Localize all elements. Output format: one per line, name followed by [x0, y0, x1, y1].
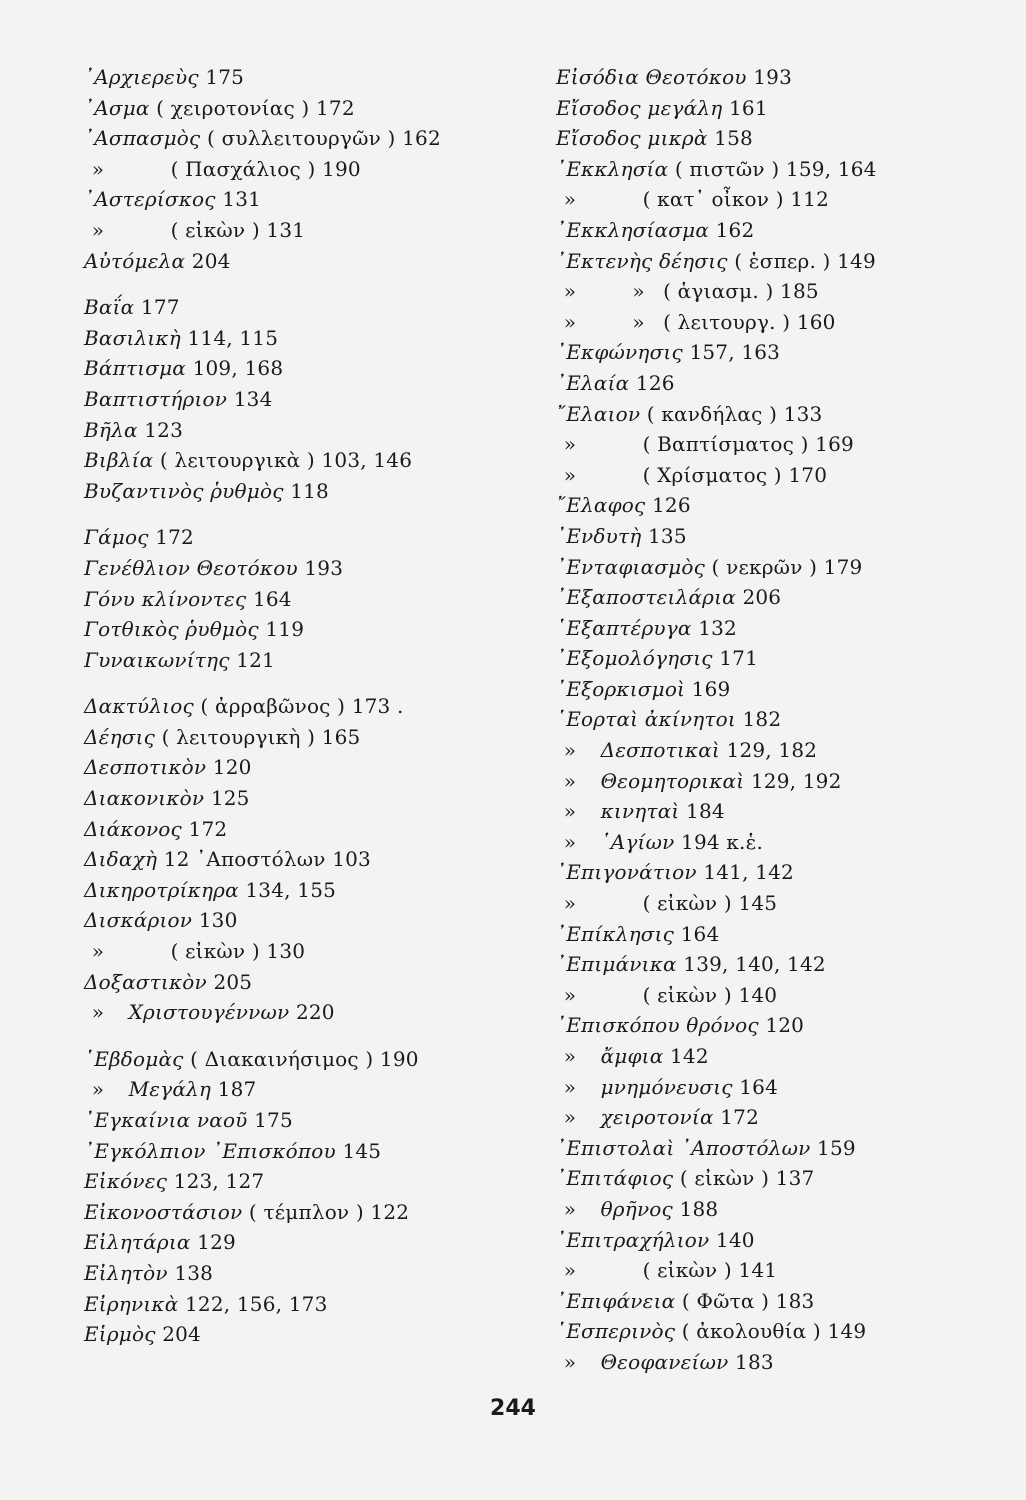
entry-term: ᾿Εξορκισμοὶ [556, 676, 686, 701]
index-entry [84, 936, 504, 967]
entry-reference: ( εἰκὼν ) 141 [642, 1258, 778, 1283]
index-entry [84, 691, 504, 722]
entry-reference: 131 [222, 187, 262, 212]
index-entry [556, 276, 996, 307]
index-entry [556, 62, 996, 93]
entry-reference: 134 [233, 386, 273, 411]
entry-reference: 171 [719, 646, 758, 671]
entry-reference: 164 [680, 921, 720, 946]
index-entry [556, 704, 996, 735]
index-entry [556, 337, 996, 368]
entry-reference: ( λειτουργικὰ ) 103, 146 [159, 448, 413, 473]
entry-reference: 120 [212, 755, 252, 780]
index-entry [84, 967, 504, 998]
entry-reference: 159 [817, 1135, 856, 1160]
index-entry [556, 1010, 996, 1041]
index-entry [84, 93, 504, 124]
index-entry [556, 246, 996, 277]
entry-term: Εἴσοδος μικρὰ [556, 126, 708, 151]
index-entry [556, 1194, 996, 1225]
index-entry [556, 613, 996, 644]
entry-term: Δικηροτρίκηρα [84, 877, 239, 902]
ditto-mark: » [563, 1196, 577, 1221]
index-entry [84, 62, 504, 93]
ditto-mark: » [91, 156, 105, 181]
entry-term: ᾿Ενδυτὴ [556, 523, 642, 548]
entry-reference: ( εἰκὼν ) 130 [170, 939, 306, 964]
entry-reference: 187 [217, 1077, 257, 1102]
entry-reference: 123, 127 [173, 1169, 265, 1194]
entry-term: Χριστουγέννων [128, 1000, 290, 1025]
entry-reference: 175 [254, 1108, 293, 1132]
entry-reference: 193 [753, 65, 793, 89]
entry-term: Γενέθλιον Θεοτόκου [84, 555, 298, 580]
index-entry [556, 154, 996, 185]
ditto-mark: » [563, 1074, 577, 1099]
entry-term: Βαπτιστήριον [84, 386, 228, 411]
index-entry [556, 582, 996, 613]
entry-reference: 140 [715, 1227, 755, 1252]
entry-term: Μεγάλη [128, 1077, 212, 1102]
entry-reference: 194 κ.ἑ. [681, 829, 764, 854]
entry-reference: 184 [686, 799, 725, 824]
entry-term: ᾿Επιτραχήλιον [556, 1227, 710, 1252]
entry-term: ᾿Ελαία [556, 370, 630, 395]
entry-term: Εἰσόδια Θεοτόκου [556, 65, 747, 89]
index-entry [556, 399, 996, 430]
entry-reference: ( Φῶτα ) 183 [681, 1288, 815, 1313]
entry-term: ᾿Αρχιερεὺς [84, 65, 199, 89]
entry-term: ᾿Επιφάνεια [556, 1288, 676, 1313]
entry-term: Θεομητορικαὶ [600, 768, 745, 793]
entry-reference: 12 ᾿Αποστόλων 103 [163, 847, 371, 872]
entry-reference: ( ἀρραβῶνος ) 173 . [200, 694, 404, 719]
entry-term: Γυναικωνίτης [84, 647, 230, 672]
entry-term: Δισκάριον [84, 908, 193, 933]
index-entry [84, 1166, 504, 1197]
entry-reference: 161 [729, 95, 768, 120]
index-entry [84, 1227, 504, 1258]
entry-reference: 121 [236, 647, 275, 672]
index-entry [84, 614, 504, 645]
ditto-mark: » [91, 1000, 105, 1025]
index-entry [556, 93, 996, 124]
entry-reference: ( Βαπτίσματος ) 169 [642, 432, 854, 457]
index-entry [84, 553, 504, 584]
index-entry [556, 460, 996, 491]
entry-term: ᾿Εγκόλπιον ᾿Επισκόπου [84, 1138, 336, 1163]
entry-reference: 120 [765, 1013, 805, 1038]
entry-reference: 172 [720, 1105, 760, 1130]
entry-reference: 204 [162, 1322, 201, 1347]
entry-reference: 126 [635, 370, 675, 395]
entry-term: ῎Ελαφος [556, 493, 646, 518]
entry-reference: 132 [698, 615, 737, 640]
ditto-mark: » [563, 1258, 577, 1283]
entry-reference: 164 [739, 1074, 779, 1099]
index-entry [556, 1163, 996, 1194]
index-entry [84, 154, 504, 185]
entry-term: ᾿Ασμα [84, 95, 150, 120]
entry-reference: 135 [647, 523, 687, 548]
index-entry [556, 980, 996, 1011]
entry-reference: ( ἑσπερ. ) 149 [734, 248, 876, 273]
index-entry [556, 307, 996, 338]
entry-term: ᾿Επιτάφιος [556, 1166, 674, 1191]
entry-term: Δέησις [84, 724, 156, 749]
entry-term: μνημόνευσις [600, 1074, 733, 1099]
ditto-mark: » [563, 799, 577, 824]
entry-reference: 126 [652, 493, 691, 518]
index-entry [84, 814, 504, 845]
entry-term: Εἰκόνες [84, 1169, 168, 1194]
index-entry [556, 919, 996, 950]
entry-reference: ( ἁγιασμ. ) 185 [663, 279, 819, 304]
index-entry [556, 766, 996, 797]
entry-term: Εἰρηνικὰ [84, 1291, 179, 1316]
entry-reference: 204 [191, 248, 231, 273]
entry-reference: 188 [679, 1196, 719, 1221]
ditto-mark: » [91, 217, 105, 242]
index-entry [84, 722, 504, 753]
entry-term: Βάπτισμα [84, 356, 187, 381]
entry-term: ἄμφια [600, 1044, 664, 1068]
ditto-mark: » [632, 279, 645, 304]
index-entry [556, 1316, 996, 1347]
entry-reference: 141, 142 [703, 860, 794, 885]
entry-term: ᾿Επιστολαὶ ᾿Αποστόλων [556, 1135, 811, 1160]
entry-reference: 220 [295, 1000, 335, 1025]
index-entry [84, 445, 504, 476]
entry-reference: ( εἰκὼν ) 131 [170, 217, 306, 242]
entry-term: ῎Ελαιον [556, 401, 641, 426]
entry-reference: 206 [742, 585, 782, 610]
entry-term: ῾Εβδομὰς [84, 1046, 184, 1071]
entry-term: ᾿Επιμάνικα [556, 952, 677, 977]
ditto-mark: » [563, 829, 577, 854]
index-entry [84, 752, 504, 783]
entry-reference: 129, 192 [750, 768, 842, 793]
entry-reference: 123 [144, 417, 184, 442]
entry-reference: 145 [342, 1138, 382, 1163]
index-entry [84, 215, 504, 246]
entry-reference: 129, 182 [726, 738, 818, 763]
entry-reference: 125 [210, 786, 250, 811]
entry-reference: ( πιστῶν ) 159, 164 [674, 156, 877, 181]
entry-reference: ( τέμπλον ) 122 [248, 1199, 410, 1224]
ditto-mark: » [563, 1044, 577, 1068]
index-entry [84, 1044, 504, 1075]
entry-reference: 162 [715, 217, 755, 242]
entry-reference: 118 [290, 478, 329, 503]
entry-term: ῾Εξαπτέρυγα [556, 615, 692, 640]
entry-term: Δοξαστικὸν [84, 969, 207, 994]
ditto-mark: » [563, 279, 577, 304]
entry-reference: 138 [174, 1260, 214, 1285]
entry-term: ᾿Επίκλησις [556, 921, 675, 946]
entry-reference: 175 [205, 65, 245, 89]
index-entry [84, 184, 504, 215]
ditto-mark: » [563, 768, 577, 793]
entry-term: Διακονικὸν [84, 786, 205, 811]
index-entry [84, 645, 504, 676]
entry-term: ᾿Εκφώνησις [556, 340, 683, 365]
entry-reference: 172 [155, 525, 194, 550]
entry-reference: ( Πασχάλιος ) 190 [170, 156, 361, 181]
index-entry [556, 123, 996, 154]
index-right-column [556, 62, 996, 1378]
entry-reference: 122, 156, 173 [184, 1291, 328, 1316]
index-entry [84, 1319, 504, 1350]
ditto-mark: » [563, 187, 577, 212]
index-entry [84, 415, 504, 446]
index-entry [84, 123, 504, 154]
entry-term: Βῆλα [84, 417, 138, 442]
entry-reference: 183 [735, 1349, 774, 1374]
index-entry [556, 1102, 996, 1133]
entry-reference: ( εἰκὼν ) 137 [679, 1166, 815, 1191]
entry-reference: 205 [213, 969, 253, 994]
entry-term: ᾿Εξομολόγησις [556, 646, 713, 671]
index-entry [556, 215, 996, 246]
ditto-mark: » [563, 982, 577, 1007]
index-entry [556, 857, 996, 888]
index-entry [84, 476, 504, 507]
entry-term: Γόνυ κλίνοντες [84, 586, 247, 611]
entry-term: Εἰλητὸν [84, 1260, 168, 1285]
entry-reference: 130 [198, 908, 238, 933]
entry-term: ᾿Επιγονάτιον [556, 860, 697, 885]
index-entry [84, 997, 504, 1028]
entry-term: ᾿Αστερίσκος [84, 187, 216, 212]
entry-term: ᾿Ασπασμὸς [84, 126, 201, 151]
index-entry [556, 643, 996, 674]
entry-term: Βυζαντινὸς ῥυθμὸς [84, 478, 284, 503]
entry-reference: 164 [252, 586, 292, 611]
index-entry [556, 796, 996, 827]
entry-term: Δεσποτικὸν [84, 755, 207, 780]
entry-term: Δεσποτικαὶ [600, 738, 720, 763]
entry-reference: 109, 168 [192, 356, 284, 381]
entry-term: Γάμος [84, 525, 149, 550]
entry-reference: ( εἰκὼν ) 145 [642, 891, 778, 916]
entry-reference: ( λειτουργικὴ ) 165 [161, 724, 361, 749]
entry-reference: 172 [188, 816, 228, 841]
entry-term: Βασιλικὴ [84, 325, 181, 350]
ditto-mark: » [563, 891, 577, 916]
entry-term: Εἰλητάρια [84, 1230, 191, 1255]
index-entry [84, 1105, 504, 1136]
index-entry [556, 735, 996, 766]
ditto-mark: » [563, 462, 577, 487]
page-number: 244 [490, 1396, 536, 1421]
index-entry [556, 368, 996, 399]
entry-term: κινηταὶ [600, 799, 680, 824]
entry-term: Αὐτόμελα [84, 248, 186, 273]
entry-term: ᾿Εκτενὴς δέησις [556, 248, 728, 273]
index-entry [556, 552, 996, 583]
entry-reference: ( λειτουργ. ) 160 [663, 309, 836, 334]
index-entry [84, 905, 504, 936]
entry-term: Διάκονος [84, 816, 182, 841]
index-entry [556, 1225, 996, 1256]
entry-reference: ( ἀκολουθία ) 149 [681, 1319, 867, 1344]
ditto-mark: » [563, 1105, 577, 1130]
entry-reference: 119 [265, 617, 305, 642]
index-entry [556, 674, 996, 705]
entry-term: ῾Αγίων [600, 829, 675, 854]
index-entry [84, 384, 504, 415]
index-entry [556, 888, 996, 919]
index-entry [556, 1347, 996, 1378]
index-entry [556, 1041, 996, 1072]
entry-reference: ( κατ᾿ οἶκον ) 112 [642, 187, 830, 212]
entry-term: ᾿Εκκλησίασμα [556, 217, 710, 242]
index-entry [556, 949, 996, 980]
entry-term: Εἱρμὸς [84, 1322, 156, 1347]
entry-reference: ( συλλειτουργῶν ) 162 [207, 126, 441, 151]
index-entry [556, 490, 996, 521]
index-entry [556, 521, 996, 552]
entry-term: Διδαχὴ [84, 847, 158, 872]
entry-term: Βιβλία [84, 448, 154, 473]
entry-term: Βαΐα [84, 295, 135, 320]
entry-term: ᾿Εξαποστειλάρια [556, 585, 736, 610]
entry-term: ᾿Εγκαίνια ναοῦ [84, 1108, 248, 1132]
entry-reference: 158 [714, 126, 753, 151]
index-left-column [84, 62, 504, 1350]
entry-term: ῾Εορταὶ ἀκίνητοι [556, 707, 736, 732]
index-entry [556, 1286, 996, 1317]
index-entry [556, 184, 996, 215]
entry-reference: ( Χρίσματος ) 170 [642, 462, 828, 487]
entry-term: Εἴσοδος μεγάλη [556, 95, 723, 120]
ditto-mark: » [563, 1349, 577, 1374]
ditto-mark: » [632, 309, 645, 334]
entry-reference: 134, 155 [245, 877, 337, 902]
entry-reference: 129 [197, 1230, 236, 1255]
entry-reference: ( νεκρῶν ) 179 [711, 554, 863, 579]
entry-reference: 182 [742, 707, 782, 732]
index-entry [84, 522, 504, 553]
entry-term: ῾Εσπερινὸς [556, 1319, 676, 1344]
entry-term: χειροτονία [600, 1105, 714, 1130]
entry-term: θρῆνος [600, 1196, 673, 1221]
ditto-mark: » [563, 738, 577, 763]
index-entry [84, 1197, 504, 1228]
entry-term: ᾿Επισκόπου θρόνος [556, 1013, 759, 1038]
index-entry [84, 323, 504, 354]
index-entry [84, 844, 504, 875]
entry-reference: 157, 163 [689, 340, 781, 365]
entry-term: ᾿Ενταφιασμὸς [556, 554, 705, 579]
entry-reference: 142 [669, 1044, 709, 1068]
index-entry [84, 246, 504, 277]
entry-reference: 177 [140, 295, 180, 320]
entry-reference: ( Διακαινήσιμος ) 190 [190, 1046, 419, 1071]
index-entry [84, 1136, 504, 1167]
entry-reference: 139, 140, 142 [683, 952, 826, 977]
entry-reference: ( κανδήλας ) 133 [646, 401, 823, 426]
index-entry [556, 827, 996, 858]
entry-term: Δακτύλιος [84, 694, 194, 719]
entry-reference: ( χειροτονίας ) 172 [156, 95, 355, 120]
index-entry [84, 353, 504, 384]
entry-reference: 114, 115 [187, 325, 279, 350]
ditto-mark: » [563, 432, 577, 457]
index-entry [556, 1072, 996, 1103]
index-entry [84, 292, 504, 323]
entry-term: Εἰκονοστάσιον [84, 1199, 243, 1224]
index-entry [556, 1255, 996, 1286]
entry-reference: ( εἰκὼν ) 140 [642, 982, 778, 1007]
index-entry [84, 1074, 504, 1105]
index-entry [84, 1289, 504, 1320]
ditto-mark: » [563, 309, 577, 334]
entry-term: Γοτθικὸς ῥυθμὸς [84, 617, 259, 642]
ditto-mark: » [91, 939, 105, 964]
entry-term: Θεοφανείων [600, 1349, 729, 1374]
index-entry [84, 1258, 504, 1289]
index-entry [556, 1133, 996, 1164]
index-entry [556, 429, 996, 460]
index-entry [84, 875, 504, 906]
entry-reference: 193 [304, 555, 344, 580]
index-entry [84, 584, 504, 615]
index-entry [84, 783, 504, 814]
ditto-mark: » [91, 1077, 105, 1102]
entry-reference: 169 [691, 676, 731, 701]
entry-term: ᾿Εκκλησία [556, 156, 669, 181]
